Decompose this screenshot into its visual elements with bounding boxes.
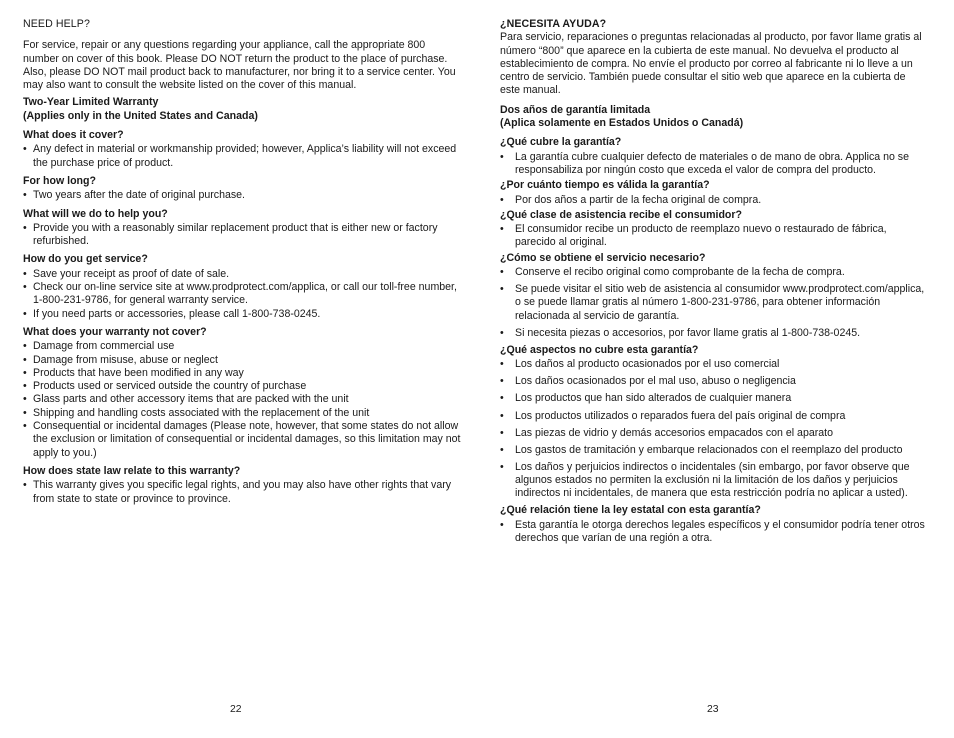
bullet-icon: •	[23, 281, 27, 294]
bullet-icon: •	[23, 393, 27, 406]
list-item	[23, 407, 463, 420]
list-item	[23, 420, 463, 460]
bullet-icon: •	[23, 307, 27, 320]
list-item	[500, 194, 928, 207]
bullet-icon: •	[500, 426, 504, 439]
bullet-icon: •	[23, 479, 27, 492]
bullet-icon: •	[500, 150, 504, 163]
list-item-text: Provide you with a reasonably similar replacement product that is either new or factory refurbished.	[33, 221, 438, 248]
bullet-icon: •	[500, 518, 504, 531]
warranty-sections	[500, 136, 928, 545]
bullet-icon: •	[500, 266, 504, 279]
list-item	[500, 327, 928, 340]
bullet-icon: •	[500, 409, 504, 422]
warranty-subtitle-line: (Applies only in the United States and Canada)	[23, 109, 258, 122]
list-item-text: Las piezas de vidrio y demás accesorios empacados con el aparato	[515, 426, 833, 439]
bullet-icon: •	[500, 443, 504, 456]
bullet-list	[23, 268, 463, 321]
bullet-icon: •	[500, 223, 504, 236]
bullet-icon: •	[23, 143, 27, 156]
section-question: ¿Por cuánto tiempo es válida la garantía?	[500, 179, 710, 192]
list-item-text: Conserve el recibo original como comprobante de la fecha de compra.	[515, 266, 845, 279]
list-item-text: Two years after the date of original purchase.	[33, 189, 245, 202]
list-item	[23, 340, 463, 353]
list-item	[23, 308, 463, 321]
page-number-right: 23	[707, 704, 719, 715]
bullet-list	[500, 151, 928, 178]
list-item	[23, 479, 463, 506]
list-item	[500, 427, 928, 440]
list-item-text: Esta garantía le otorga derechos legales específicos y el consumidor podría tener otros derechos que varían de una región a otra.	[515, 518, 925, 545]
list-item-text: Check our on-line service site at www.prodprotect.com/applica, or call our toll-free number, 1-800-231-9786, for general warranty service.	[33, 281, 457, 307]
section-question: ¿Qué aspectos no cubre esta garantía?	[500, 343, 699, 356]
page-number-left: 22	[230, 704, 242, 715]
section-question: What will we do to help you?	[23, 207, 168, 220]
bullet-list	[500, 194, 928, 207]
left-page-english	[23, 18, 463, 511]
list-item	[500, 358, 928, 371]
list-item	[500, 266, 928, 279]
list-item-text: Any defect in material or workmanship provided; however, Applica’s liability will not exceed the purchase price of product.	[33, 143, 457, 169]
bullet-icon: •	[23, 353, 27, 366]
list-item	[23, 222, 463, 249]
list-item	[500, 461, 928, 501]
warranty-title-line: Two-Year Limited Warranty	[23, 96, 159, 109]
list-item-text: Shipping and handling costs associated with the replacement of the unit	[33, 406, 370, 419]
list-item-text: Los gastos de tramitación y embarque relacionados con el reemplazo del producto	[515, 443, 903, 456]
bullet-icon: •	[500, 193, 504, 206]
section-question: ¿Cómo se obtiene el servicio necesario?	[500, 251, 706, 264]
list-item	[500, 375, 928, 388]
section-question: ¿Qué relación tiene la ley estatal con esta garantía?	[500, 504, 761, 517]
list-item-text: If you need parts or accessories, please call 1-800-738-0245.	[33, 307, 321, 320]
list-item	[500, 410, 928, 423]
bullet-list	[500, 519, 928, 546]
warranty-title	[23, 96, 463, 123]
bullet-list	[23, 479, 463, 506]
list-item	[23, 189, 463, 202]
bullet-icon: •	[500, 375, 504, 388]
list-item-text: Glass parts and other accessory items that are packed with the unit	[33, 393, 349, 406]
list-item-text: Consequential or incidental damages (Please note, however, that some states do not allow the exclusion or limitation of consequential or incidental damages, so this limitation may not apply to you.)	[33, 420, 461, 459]
list-item-text: El consumidor recibe un producto de reemplazo nuevo o restaurado de fábrica, parecido al original.	[515, 223, 887, 249]
bullet-list	[23, 222, 463, 249]
list-item	[23, 367, 463, 380]
section-question: ¿Qué cubre la garantía?	[500, 136, 622, 149]
bullet-icon: •	[23, 406, 27, 419]
list-item-text: This warranty gives you specific legal rights, and you may also have other rights that vary from state to state or province to province.	[33, 479, 452, 505]
intro-paragraph: For service, repair or any questions regarding your appliance, call the appropriate 800 number on cover of this book. Please DO NOT return the product to the place of purchase. Also, please DO NOT mail product back to manufacturer, nor bring it to a service center. You may also want to consult the website listed on the cover of this manual.	[23, 39, 456, 92]
bullet-list	[500, 266, 928, 340]
bullet-icon: •	[500, 283, 504, 296]
bullet-icon: •	[23, 340, 27, 353]
list-item-text: Por dos años a partir de la fecha original de compra.	[515, 193, 762, 206]
list-item	[23, 380, 463, 393]
list-item-text: Los productos utilizados o reparados fuera del país original de compra	[515, 409, 846, 422]
need-help-heading: NEED HELP?	[23, 18, 90, 30]
list-item	[23, 354, 463, 367]
list-item-text: Save your receipt as proof of date of sale.	[33, 267, 230, 280]
list-item	[500, 283, 928, 323]
list-item-text: Se puede visitar el sitio web de asistencia al consumidor www.prodprotect.com/applica, o se puede llamar gratis al número 1-800-231-9786, para obtener información relacionada al servicio de garantía.	[515, 283, 925, 322]
list-item	[23, 281, 463, 308]
list-item	[23, 268, 463, 281]
list-item	[500, 519, 928, 546]
right-page-spanish	[500, 18, 928, 549]
list-item	[23, 393, 463, 406]
list-item-text: Products that have been modified in any way	[33, 366, 244, 379]
warranty-title	[500, 104, 928, 131]
list-item-text: Los daños y perjuicios indirectos o incidentales (sin embargo, por favor observe que algunos estados no permiten la exclusión ni la limitación de los daños y perjuicios indirectos ni incidentales, de manera que esta restricción podría no aplicar a usted).	[515, 460, 910, 500]
list-item-text: Products used or serviced outside the country of purchase	[33, 380, 307, 393]
section-question: How do you get service?	[23, 253, 148, 266]
list-item	[500, 151, 928, 178]
bullet-icon: •	[23, 189, 27, 202]
section-question: For how long?	[23, 174, 96, 187]
list-item	[500, 392, 928, 405]
warranty-sections	[23, 129, 463, 506]
bullet-list	[23, 143, 463, 170]
list-item-text: Si necesita piezas o accesorios, por favor llame gratis al 1-800-738-0245.	[515, 326, 861, 339]
intro-paragraph: Para servicio, reparaciones o preguntas relacionadas al producto, por favor llame gratis al número “800” que aparece en la cubierta de este manual. No devuelva el producto al establecimiento de compra. No envíe el producto por correo al fabricante ni lo lleve a un centro de servicio. También puede consultar el sitio web que aparece en la cubierta de este manual.	[500, 31, 922, 97]
section-question: What does it cover?	[23, 129, 124, 142]
bullet-icon: •	[500, 460, 504, 473]
list-item-text: Damage from misuse, abuse or neglect	[33, 353, 218, 366]
section-question: What does your warranty not cover?	[23, 325, 207, 338]
warranty-subtitle-line: (Aplica solamente en Estados Unidos o Canadá)	[500, 117, 744, 130]
list-item	[500, 223, 928, 250]
bullet-icon: •	[23, 420, 27, 433]
bullet-icon: •	[23, 366, 27, 379]
list-item-text: Los daños al producto ocasionados por el uso comercial	[515, 358, 780, 371]
section-question: ¿Qué clase de asistencia recibe el consumidor?	[500, 208, 742, 221]
bullet-list	[500, 223, 928, 250]
list-item-text: Los daños ocasionados por el mal uso, abuso o negligencia	[515, 375, 796, 388]
bullet-icon: •	[23, 221, 27, 234]
bullet-icon: •	[23, 267, 27, 280]
bullet-list	[23, 189, 463, 202]
bullet-icon: •	[500, 326, 504, 339]
list-item-text: Damage from commercial use	[33, 340, 175, 353]
bullet-list	[500, 358, 928, 500]
necesita-ayuda-heading: ¿NECESITA AYUDA?	[500, 18, 607, 30]
bullet-icon: •	[500, 392, 504, 405]
list-item	[500, 444, 928, 457]
list-item	[23, 143, 463, 170]
list-item-text: Los productos que han sido alterados de cualquier manera	[515, 392, 792, 405]
bullet-icon: •	[500, 358, 504, 371]
warranty-title-line: Dos años de garantía limitada	[500, 103, 651, 116]
bullet-icon: •	[23, 380, 27, 393]
bullet-list	[23, 340, 463, 460]
section-question: How does state law relate to this warranty?	[23, 464, 241, 477]
list-item-text: La garantía cubre cualquier defecto de materiales o de mano de obra. Applica no se responsabiliza por ningún costo que exceda el valor de compra del producto.	[515, 150, 909, 176]
